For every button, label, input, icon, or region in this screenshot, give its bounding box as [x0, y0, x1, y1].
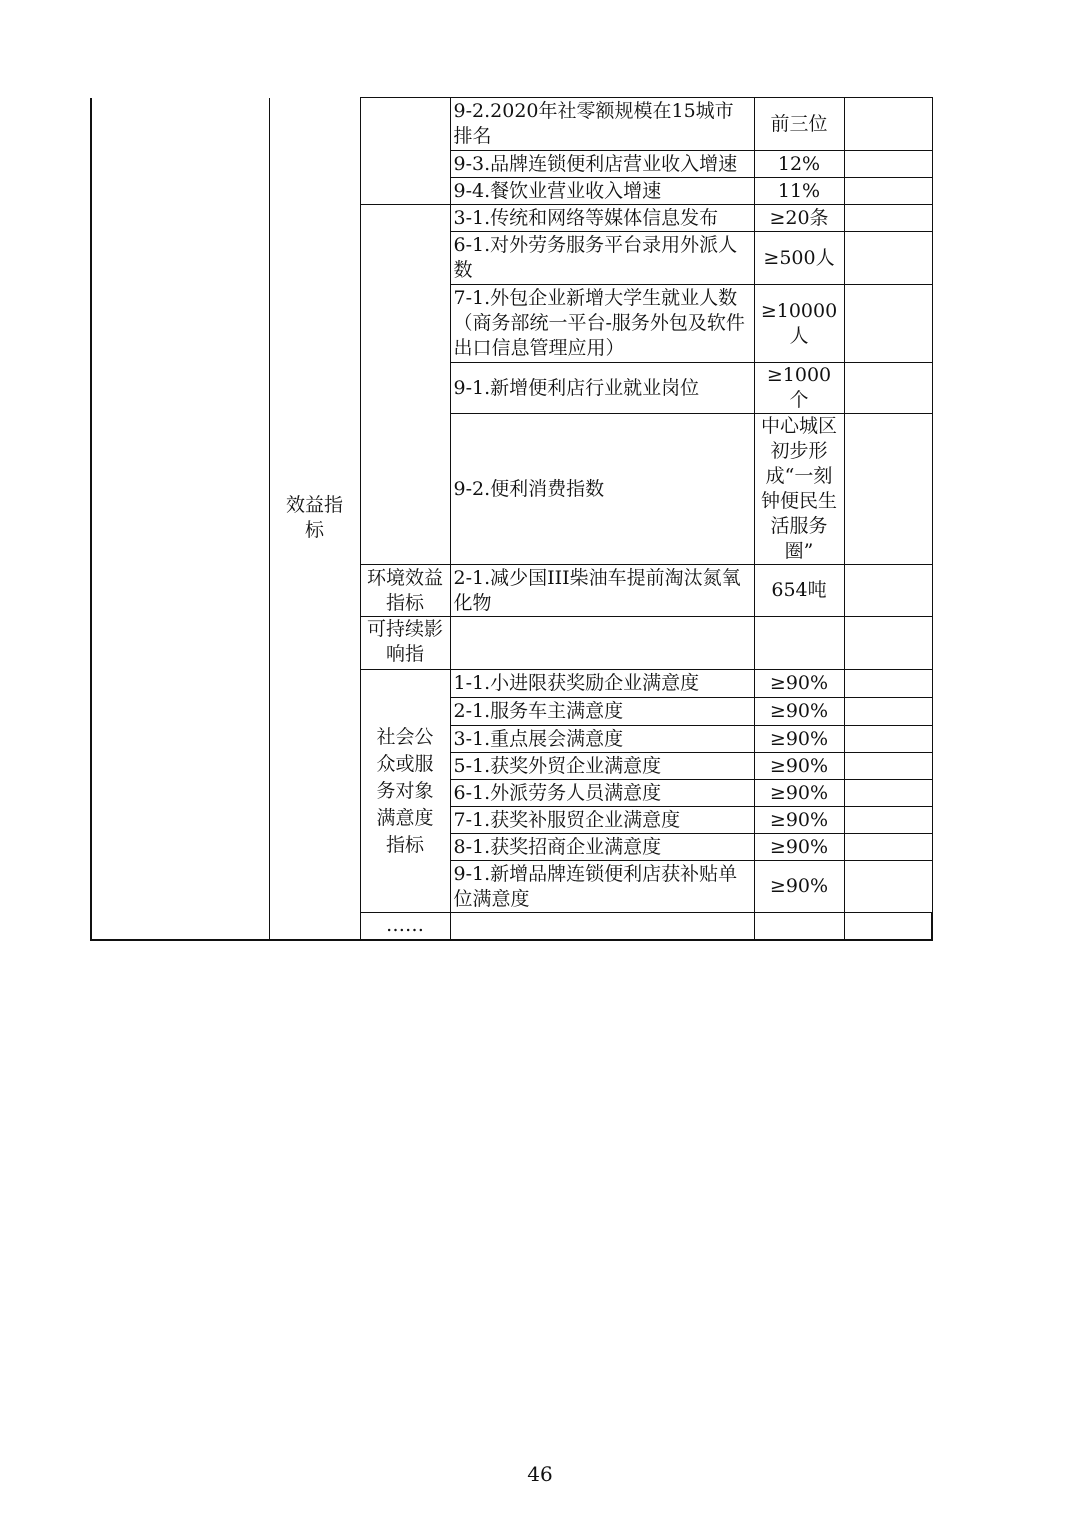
target-cell: ≥90%	[754, 807, 844, 834]
metric-cell: 1-1.小进限获奖励企业满意度	[450, 670, 754, 698]
group-cell-satisfaction	[360, 670, 450, 913]
page-number: 46	[527, 1462, 553, 1486]
metric-cell: 7-1.外包企业新增大学生就业人数（商务部统一平台-服务外包及软件出口信息管理应用）	[450, 285, 754, 363]
target-cell: ≥90%	[754, 753, 844, 780]
blank-cell	[844, 670, 932, 698]
target-cell: ≥500人	[754, 232, 844, 285]
group-cell-top	[360, 98, 450, 205]
metric-cell: 9-4.餐饮业营业收入增速	[450, 178, 754, 205]
group-cell-sustainability: 可持续影响指	[360, 617, 450, 670]
target-cell: ≥1000个	[754, 363, 844, 414]
blank-cell	[844, 414, 932, 565]
metric-cell: 5-1.获奖外贸企业满意度	[450, 753, 754, 780]
category-label: 效益指标	[285, 494, 343, 541]
blank-cell	[844, 753, 932, 780]
group-cell-social	[360, 205, 450, 565]
target-cell	[754, 913, 844, 940]
metric-cell: 6-1.外派劳务人员满意度	[450, 780, 754, 807]
blank-cell	[844, 285, 932, 363]
metric-cell: 9-3.品牌连锁便利店营业收入增速	[450, 151, 754, 178]
metric-cell	[450, 913, 754, 940]
table-row	[91, 98, 932, 151]
target-cell: ≥90%	[754, 834, 844, 861]
metric-cell: 9-2.便利消费指数	[450, 414, 754, 565]
blank-first-column	[91, 98, 269, 940]
category-cell	[269, 98, 360, 940]
blank-cell	[844, 232, 932, 285]
blank-cell	[844, 617, 932, 670]
group-label-satisfaction: 社会公众或服务对象满意度指标	[376, 725, 434, 856]
metric-cell: 9-1.新增便利店行业就业岗位	[450, 363, 754, 414]
target-cell: ≥90%	[754, 670, 844, 698]
target-cell: ≥90%	[754, 780, 844, 807]
target-cell: ≥90%	[754, 726, 844, 753]
metric-cell: 7-1.获奖补服贸企业满意度	[450, 807, 754, 834]
metric-cell: 6-1.对外劳务服务平台录用外派人数	[450, 232, 754, 285]
metric-cell: 9-1.新增品牌连锁便利店获补贴单位满意度	[450, 861, 754, 913]
blank-cell	[844, 151, 932, 178]
blank-cell	[844, 913, 932, 940]
metric-cell: 3-1.传统和网络等媒体信息发布	[450, 205, 754, 232]
blank-cell	[844, 698, 932, 726]
metric-cell: 2-1.减少国III柴油车提前淘汰氮氧化物	[450, 565, 754, 617]
blank-cell	[844, 565, 932, 617]
target-cell	[754, 617, 844, 670]
target-cell: 11%	[754, 178, 844, 205]
blank-cell	[844, 807, 932, 834]
target-cell: ≥10000人	[754, 285, 844, 363]
target-cell: 中心城区初步形成“一刻钟便民生活服务圈”	[754, 414, 844, 565]
blank-cell	[844, 834, 932, 861]
target-cell: 654吨	[754, 565, 844, 617]
metric-cell: 3-1.重点展会满意度	[450, 726, 754, 753]
target-cell: 前三位	[754, 98, 844, 151]
group-cell-environment: 环境效益指标	[360, 565, 450, 617]
target-cell: 12%	[754, 151, 844, 178]
blank-cell	[844, 98, 932, 151]
target-cell: ≥90%	[754, 698, 844, 726]
metric-cell: 2-1.服务车主满意度	[450, 698, 754, 726]
blank-cell	[844, 363, 932, 414]
blank-cell	[844, 780, 932, 807]
blank-cell	[844, 861, 932, 913]
metric-cell	[450, 617, 754, 670]
blank-cell	[844, 178, 932, 205]
metric-cell: 8-1.获奖招商企业满意度	[450, 834, 754, 861]
target-cell: ≥90%	[754, 861, 844, 913]
blank-cell	[844, 726, 932, 753]
blank-cell	[844, 205, 932, 232]
target-cell: ≥20条	[754, 205, 844, 232]
performance-indicator-table	[90, 97, 933, 941]
metric-cell: 9-2.2020年社零额规模在15城市排名	[450, 98, 754, 151]
group-cell-more: ……	[360, 913, 450, 940]
